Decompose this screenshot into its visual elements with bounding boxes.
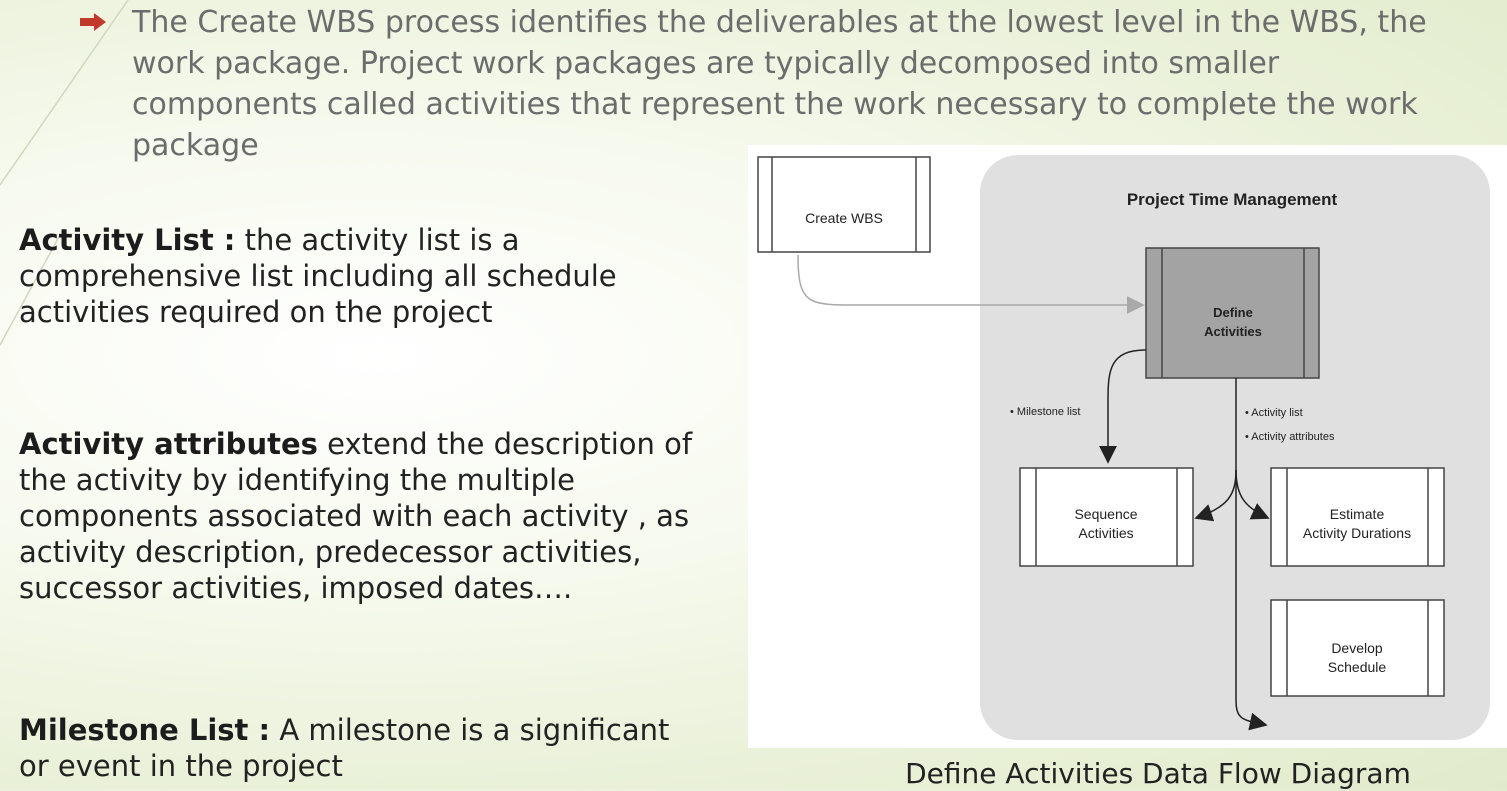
estimate-activity-durations-box [1271,468,1444,566]
activity-attributes-text: extend the description of the activity by identifying the multiple components associated with each activity , as activity description, predecessor activities, successor activities, imposed dates…. [19,427,693,605]
milestone-list-paragraph [19,712,699,784]
activity-attributes-term: Activity attributes [19,427,318,461]
create-wbs-box [758,157,930,252]
sequence-activities-label-line1: Sequence [1074,506,1138,522]
diagram-caption: Define Activities Data Flow Diagram [905,757,1411,790]
define-activities-box [1146,248,1319,378]
define-activities-label-line1: Define [1213,305,1253,320]
activity-list-paragraph [19,222,699,330]
bullet-text: The Create WBS process identifies the deliverables at the lowest level in the WBS, the work package. Project work packages are typically decomposed into smaller components called activities that represent the work necessary to complete the work package [132,5,1427,163]
milestone-list-text: A milestone is a significant or event in the project [19,713,670,783]
estimate-activity-durations-label-line2: Activity Durations [1302,525,1412,541]
develop-schedule-box [1271,600,1444,696]
develop-schedule-label-line1: Develop [1331,640,1383,656]
define-activities-label-line2: Activities [1204,324,1262,339]
activity-list-text: the activity list is a comprehensive list including all schedule activities required on the project [19,223,617,329]
arrow-bullet-icon [80,12,106,32]
activity-list-term: Activity List : [19,223,236,257]
activity-attributes-paragraph [19,426,699,606]
activity-list-flow-label: • Activity list [1245,407,1303,419]
sequence-activities-box [1020,468,1193,566]
activity-attributes-flow-label: • Activity attributes [1245,431,1335,443]
develop-schedule-label-line2: Schedule [1327,659,1387,675]
sequence-activities-label-line2: Activities [1078,525,1134,541]
milestone-list-term: Milestone List : [19,713,271,747]
milestone-list-flow-label: • Milestone list [1010,406,1081,418]
estimate-activity-durations-label-line1: Estimate [1329,506,1385,522]
group-title: Project Time Management [1126,190,1338,209]
create-wbs-label: Create WBS [805,210,883,226]
data-flow-diagram [748,145,1507,748]
